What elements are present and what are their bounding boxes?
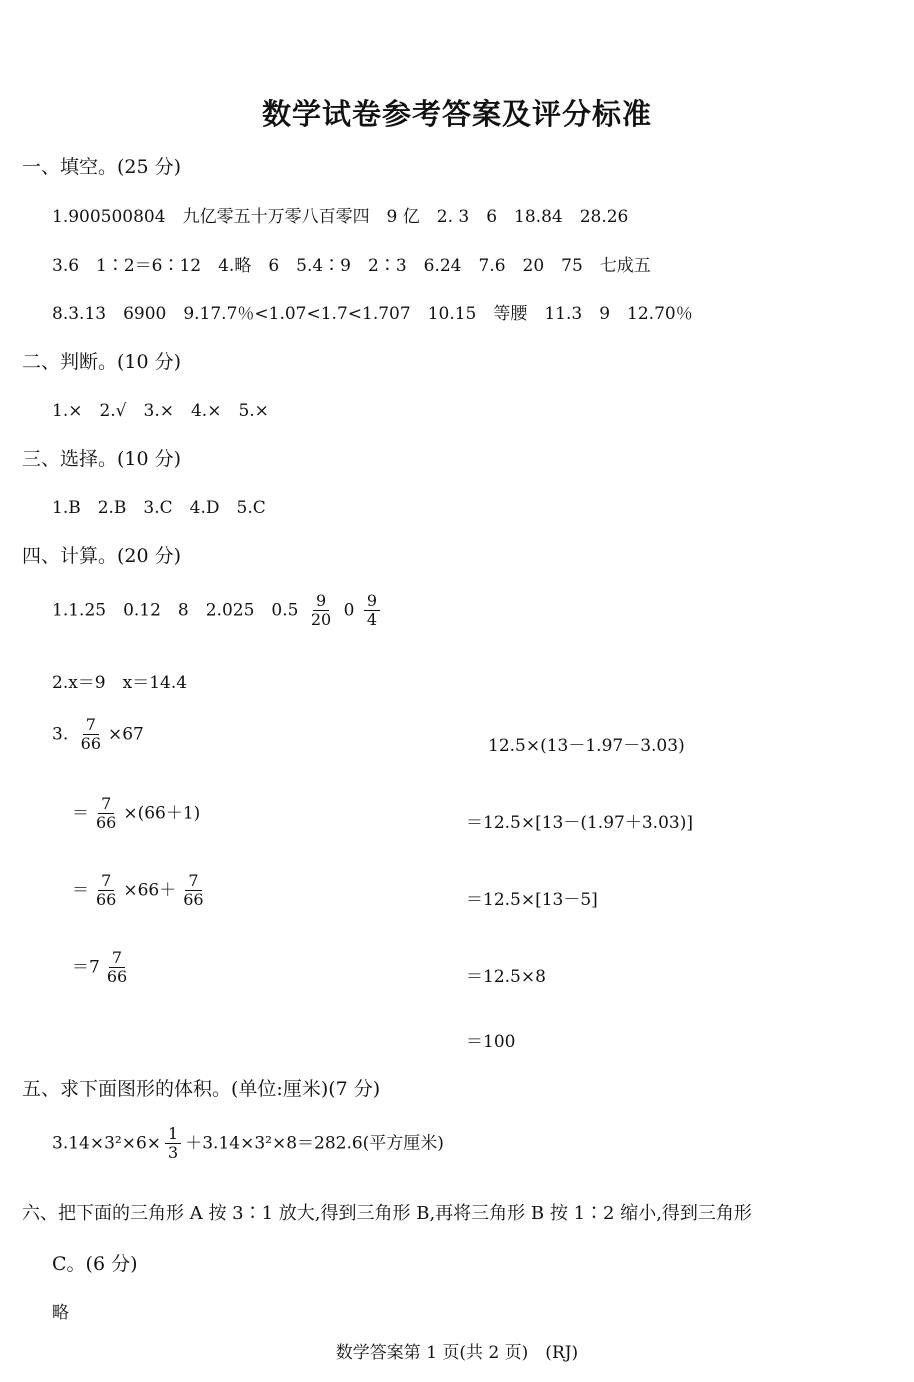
equals-sign: ＝ <box>72 880 89 901</box>
s4-q3-right-3: ＝12.5×[13－5] <box>466 890 598 910</box>
s4-q3-left-2 <box>72 795 200 833</box>
equals-sign: ＝ <box>72 803 89 824</box>
s1-line-3: 8.3.13 6900 9.17.7％<1.07<1.7<1.707 10.15 等腰 11.3 9 12.70％ <box>52 304 693 324</box>
expr-tail: ×(66＋1) <box>123 803 201 824</box>
s4-q1-mid: 0 <box>343 600 355 621</box>
s4-q1 <box>52 592 384 630</box>
numerator: 7 <box>98 795 114 814</box>
fraction <box>78 716 104 754</box>
page-footer: 数学答案第 1 页(共 2 页) (RJ) <box>335 1343 579 1363</box>
fraction <box>93 872 119 910</box>
s4-q3-right-2: ＝12.5×[13－(1.97＋3.03)] <box>466 813 693 833</box>
section-1-heading: 一、填空。(25 分) <box>22 156 182 178</box>
page-title: 数学试卷参考答案及评分标准 <box>261 97 652 131</box>
s4-q3-right-1: 12.5×(13－1.97－3.03) <box>488 736 685 756</box>
denominator: 66 <box>106 967 128 987</box>
fraction <box>104 949 130 987</box>
denominator: 20 <box>310 610 332 630</box>
fraction <box>180 872 206 910</box>
s4-q2: 2.x＝9 x＝14.4 <box>52 673 188 693</box>
expr-tail: ×67 <box>108 724 144 745</box>
numerator: 7 <box>109 949 125 968</box>
equals-whole: ＝7 <box>72 957 100 978</box>
s4-q3-left-4 <box>72 949 134 987</box>
section-2-heading: 二、判断。(10 分) <box>22 351 182 373</box>
section-6-heading-line-2: C。(6 分) <box>52 1253 138 1275</box>
s6-answer: 略 <box>52 1303 69 1323</box>
expr-pre: 3.14×3²×6× <box>52 1133 162 1154</box>
s4-q3-right-5: ＝100 <box>466 1032 516 1052</box>
s1-line-2: 3.6 1∶2＝6∶12 4.略 6 5.4∶9 2∶3 6.24 7.6 20 75 七成五 <box>52 256 651 276</box>
fraction <box>165 1125 181 1163</box>
expr-mid: ×66＋ <box>123 880 177 901</box>
section-5-heading: 五、求下面图形的体积。(单位:厘米)(7 分) <box>22 1078 381 1100</box>
numerator: 9 <box>313 592 329 611</box>
fraction <box>93 795 119 833</box>
denominator: 66 <box>96 890 117 910</box>
expr-post: ＋3.14×3²×8＝282.6(平方厘米) <box>185 1133 444 1154</box>
s5-answer <box>52 1125 444 1163</box>
numerator: 7 <box>83 716 99 735</box>
denominator: 66 <box>80 734 101 754</box>
numerator: 9 <box>364 592 380 611</box>
s4-q3-left-3 <box>72 872 211 910</box>
denominator: 66 <box>183 890 204 910</box>
s4-q1-text: 1.1.25 0.12 8 2.025 0.5 <box>52 600 299 621</box>
s2-line-1: 1.× 2.√ 3.× 4.× 5.× <box>52 401 269 421</box>
numerator: 1 <box>165 1125 181 1144</box>
fraction <box>308 592 334 630</box>
s1-line-1: 1.900500804 九亿零五十万零八百零四 9 亿 2. 3 6 18.84 28.26 <box>52 207 629 227</box>
section-4-heading: 四、计算。(20 分) <box>22 545 182 567</box>
numerator: 7 <box>185 872 201 891</box>
numerator: 7 <box>98 872 114 891</box>
s3-line-1: 1.B 2.B 3.C 4.D 5.C <box>52 498 266 518</box>
fraction <box>364 592 380 630</box>
s4-q3-right-4: ＝12.5×8 <box>466 967 546 987</box>
denominator: 66 <box>96 813 117 833</box>
denominator: 3 <box>168 1143 179 1163</box>
denominator: 4 <box>366 610 378 630</box>
q3-label: 3. <box>52 724 69 745</box>
section-3-heading: 三、选择。(10 分) <box>22 448 182 470</box>
section-6-heading-line-1: 六、把下面的三角形 A 按 3∶1 放大,得到三角形 B,再将三角形 B 按 1∶2 缩小,得到三角形 <box>22 1203 752 1224</box>
s4-q3-left-1 <box>52 716 144 754</box>
